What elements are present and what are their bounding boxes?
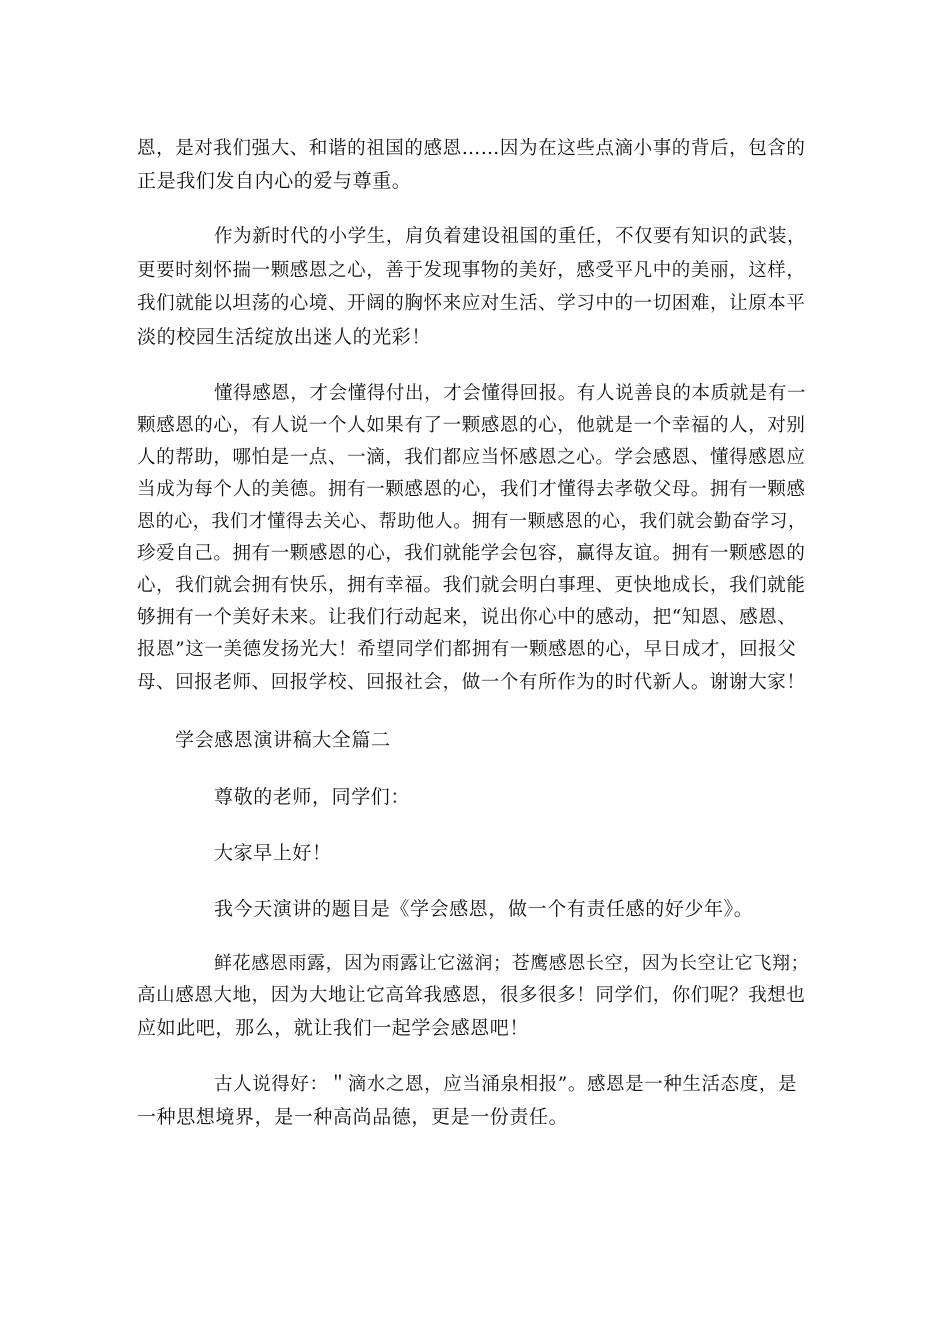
text-line: 颗感恩的心，有人说一个人如果有了一颗感恩的心，他就是一个幸福的人，对别 [137, 415, 806, 436]
text-line: 我们就能以坦荡的心境、开阔的胸怀来应对生活、学习中的一切困难，让原本平 [137, 293, 806, 314]
text-line: 应如此吧，那么，就让我们一起学会感恩吧！ [137, 1017, 530, 1039]
text-line: 够拥有一个美好未来。让我们行动起来，说出你心中的感动，把“知恩、感恩、 [137, 607, 797, 628]
text-line: 作为新时代的小学生，肩负着建设祖国的重任，不仅要有知识的武装， [214, 226, 807, 247]
text-line: 古人说得好：＂滴水之恩，应当涌泉相报”。感恩是一种生活态度，是 [214, 1074, 798, 1095]
text-line: 更要时刻怀揣一颗感恩之心，善于发现事物的美好，感受平凡中的美丽，这样， [137, 260, 806, 281]
text-line: 懂得感恩，才会懂得付出，才会懂得回报。有人说善良的本质就是有一 [214, 383, 807, 404]
section-heading: 学会感恩演讲稿大全篇二 [175, 729, 391, 751]
text-line: 高山感恩大地，因为大地让它高耸我感恩，很多很多！同学们，你们呢？我想也 [137, 985, 806, 1006]
text-line: 当成为每个人的美德。拥有一颗感恩的心，我们才懂得去孝敬父母。拥有一颗感 [137, 479, 806, 500]
text-line: 珍爱自己。拥有一颗感恩的心，我们就能学会包容，赢得友谊。拥有一颗感恩的 [137, 543, 806, 564]
text-line: 大家早上好！ [214, 842, 332, 864]
text-line: 恩，是对我们强大、和谐的祖国的感恩……因为在这些点滴小事的背后，包含的 [137, 138, 806, 159]
text-line: 淡的校园生活绽放出迷人的光彩！ [137, 326, 432, 348]
text-line: 我今天演讲的题目是《学会感恩，做一个有责任感的好少年》。 [214, 898, 754, 920]
text-line: 恩的心，我们才懂得去关心、帮助他人。拥有一颗感恩的心，我们就会勤奋学习， [137, 511, 807, 532]
text-line: 母、回报老师、回报学校、回报社会，做一个有所作为的时代新人。谢谢大家！ [137, 672, 806, 693]
text-line: 正是我们发自内心的爱与尊重。 [137, 170, 412, 192]
text-line: 鲜花感恩雨露，因为雨露让它滋润；苍鹰感恩长空，因为长空让它飞翔； [214, 953, 810, 974]
text-line: 人的帮助，哪怕是一点、一滴，我们都应当怀感恩之心。学会感恩、懂得感恩应 [137, 447, 806, 468]
text-line: 一种思想境界，是一种高尚品德，更是一份责任。 [137, 1106, 569, 1128]
text-line: 心，我们就会拥有快乐，拥有幸福。我们就会明白事理、更快地成长，我们就能 [137, 575, 806, 596]
text-line: 尊敬的老师，同学们： [214, 786, 411, 808]
text-line: 报恩”这一美德发扬光大！希望同学们都拥有一颗感恩的心，早日成才，回报父 [137, 639, 797, 660]
